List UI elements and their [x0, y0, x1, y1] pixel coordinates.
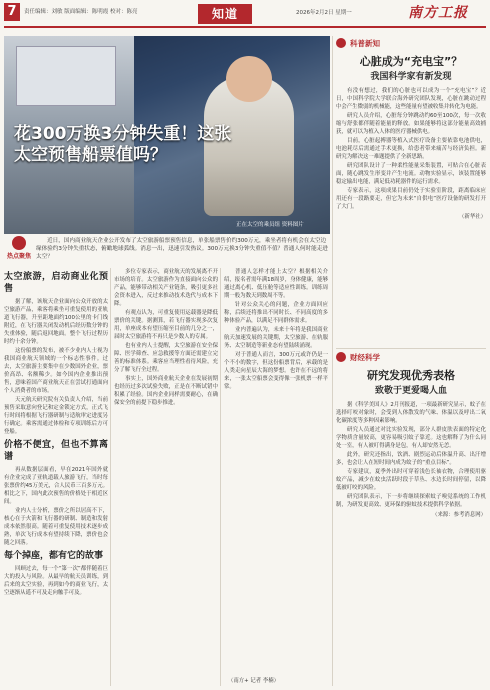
paragraph: 据《科学美国人》2月刊报道，一项最新研究显示，蚊子在选择叮咬对象时，会受到人体散发的气味、体温以及呼出二氧化碳浓度等多种因素影响。: [336, 402, 486, 424]
issue-date: 2026年2月2日 星期一: [296, 10, 352, 16]
sidebar-divider: [336, 348, 486, 349]
subheading: 每个掉座，都有它的故事: [4, 551, 104, 561]
paragraph: 此外，研究还指出，饮酒、剧烈运动后体温升高、出汗增多，也会让人在短时间内成为蚊子的“重点目标”。: [336, 452, 486, 466]
focus-label: 热点聚焦: [6, 253, 31, 260]
newspaper-logo: 南方工报: [408, 5, 468, 21]
sidebar-body: [336, 401, 486, 509]
sidebar-credit: （来源：参考消息网）: [432, 512, 486, 518]
subheading: 太空旅游，启动商业化预售: [4, 272, 108, 294]
page-number: 7: [4, 3, 20, 21]
hero-image: [4, 36, 330, 234]
paragraph: 有观点认为，可重复使用运载器是降低票价的关键。据测算，若飞行器实现多次复用，单座成本有望压缩至目前的几分之一，届时太空旅游将不再只是少数人的专属。: [114, 310, 218, 340]
sidebar-tag: [336, 350, 486, 364]
column-divider: [332, 36, 333, 686]
column-divider: [110, 268, 111, 686]
tag-dot-icon: [336, 352, 346, 362]
paragraph: 再从数据层面看，早在2021年国外就有企业完成了亚轨道载人旅游飞行，当时每张票价约45万美元，合人民币三百多万元。相比之下，国内此次预售的价格处于相近区间。: [4, 467, 108, 505]
tag-dot-icon: [336, 38, 346, 48]
paragraph: 研究团队表示，下一步将继续探索蚊子嗅觉系统的工作机制，为研发更高效、更环保的驱蚊技术提供科学依据。: [336, 494, 486, 508]
sidebar-subheadline: 致敬于更爱喝人血: [374, 386, 447, 396]
hero-headline: 花300万换3分钟失重！这张太空预售船票值吗？: [14, 124, 232, 165]
column-divider: [220, 268, 221, 686]
paragraph: 专家表示，这项成果目前仍处于实验室阶段，距离临床应用还有一段路要走，但它为未来“自供电”医疗设备的研发打开了大门。: [336, 188, 486, 210]
paragraph: 普通人怎样才能上太空？根据相关介绍，报名者需年满18周岁，身体健康，能够通过离心机、低压舱等适应性训练。训练周期一般为数天到数周不等。: [224, 269, 328, 299]
section-label: 知道: [198, 4, 252, 24]
paragraph: 事实上，国外商业航天企业在发展初期也经历过多次试验失败，正是在不断试错中积累了经验。国内企业同样需要耐心，在确保安全的前提下稳步推进。: [114, 376, 218, 406]
paragraph: 对于普通人而言，300万元或许仍是一个不小的数字，但这份船票背后，承载的是人类走向星辰大海的梦想。也许在不远的将来，一张太空船票会变得像一张机票一样平常。: [224, 352, 328, 390]
cabin-window: [16, 46, 116, 106]
header-rule: [4, 26, 486, 28]
page-header: [0, 0, 490, 40]
paragraph: 目前，心脏起搏器等植入式医疗设备主要依靠电池供电，电池耗尽后需通过手术更换，给患者带来痛苦与经济负担。新研究为解决这一难题提供了全新思路。: [336, 138, 486, 160]
paragraph: 回顾过去，每一个“第一次”都伴随着巨大的投入与风险。从最早的航天员训练，到后来的太空实验，再到如今的商业飞行，太空逐渐从遥不可及走向触手可及。: [4, 566, 108, 596]
astronaut-head: [226, 56, 272, 102]
sidebar-tag: [336, 36, 486, 50]
article-credit: （南方+ 记者 李楠）: [228, 678, 280, 684]
focus-badge: [6, 236, 32, 260]
sidebar-column: [336, 36, 486, 686]
sidebar-body: [336, 87, 486, 211]
paragraph: 研究人员介绍，心脏每分钟跳动约60至100次，每一次收缩与舒张都伴随着能量的释放。如果能够将这部分能量高效捕获，就可以为植入人体的医疗器械供电。: [336, 113, 486, 135]
article-column-3: [224, 268, 328, 686]
paragraph: 研究团队设计了一种柔性能量采集装置，可贴合在心脏表面，随心跳发生形变并产生电流。动物实验显示，该装置能够稳定输出电能，满足低功耗器件的运行需求。: [336, 163, 486, 185]
paragraph: 业内人士分析，票价之所以居高不下，核心在于火箭和飞行器的研制、制造和发射成本依然很高。随着可重复使用技术逐步成熟，单次飞行成本有望持续下降，票价也会随之回落。: [4, 508, 108, 546]
paragraph: 天元航天研究院有关负责人介绍，当前预售采取意向登记和定金锁定方式，正式飞行时间将根据飞行器研制与适航审定进度另行确定。乘客需通过体检和专项训练后方可登船。: [4, 397, 108, 435]
sidebar-subheadline: 我国科学家有新发现: [370, 72, 452, 82]
lead-paragraph: 近日，国内商业航天企业公开发布了太空旅游船票预售信息，单张船票售价约300万元，乘坐者将有机会在太空边缘体验约3分钟失重状态，俯瞰地球弧线。消息一出，迅速引发热议。300万元换3分钟失重值不值？普通人何时能走进太空？: [36, 238, 328, 261]
sidebar-headline: 心脏成为“充电宝”？: [359, 55, 463, 68]
paragraph: 这份船票的发布，被不少业内人士视为我国商业航天领域的一个标志性事件。过去，太空旅游主要集中在少数国外企业，票价高昂、名额稀少。如今国内企业推出预售，意味着国产商业航天正在尝试打通面向个人消费者的市场。: [4, 348, 108, 394]
paragraph: 多位专家表示，商业航天的发展离不开市场的培育。太空旅游作为直接面向公众的产品，能够带动相关产业链条，吸引更多社会资本进入，反过来推动技术迭代与成本下降。: [114, 269, 218, 307]
hero-caption: 正在太空的乘员组 资料图片: [236, 222, 304, 228]
sidebar-article-1: [336, 36, 486, 344]
sidebar-article-2: [336, 350, 486, 686]
paragraph: 业内普遍认为，未来十年将是我国商业航天加速发展的关键期，太空旅游、在轨服务、太空制造等新业态有望陆续涌现。: [224, 327, 328, 349]
paragraph: 据了解，该航天企业面向公众开放的太空旅游产品，乘客将乘坐可重复使用的亚轨道飞行器，升至距地面约100公里的卡门线附近，在飞行器关闭发动机后经历数分钟的失重体验，随后返回地面。整个飞行过程历时约十余分钟。: [4, 299, 108, 345]
editor-info: 责任编辑：刘敏 版面编辑：陈明霞 校对：陈亮: [24, 9, 138, 15]
sidebar-headline: 研究发现优秀表格: [367, 369, 455, 382]
paragraph: 有没有想过，我们的心脏也可以成为一个“充电宝”？近日，中国科学院大学联合海外研究团队发现，心脏在跳动过程中会产生微弱的机械能，这些能量有望被收集并转化为电能。: [336, 88, 486, 110]
paragraph: 专家建议，夏季外出时可穿着浅色长袖衣物，合理使用驱蚊产品，减少在蚊虫活跃时段于草丛、水边长时间停留，以降低被叮咬的风险。: [336, 469, 486, 491]
paragraph: 也有业内人士提醒，太空旅游在安全保障、医学筛查、应急救援等方面还需建立完善的标准体系。乘客应当理性看待风险，充分了解飞行全过程。: [114, 343, 218, 373]
article-column-2: [114, 268, 218, 686]
paragraph: 针对公众关心的问题，企业方面回应称，后续还将推出不同时长、不同高度的多种体验产品，以满足不同群体需求。: [224, 302, 328, 324]
focus-dot-icon: [12, 236, 26, 250]
subheading: 价格不便宜，但也不算离谱: [4, 440, 108, 462]
paragraph: 研究人员通过对比实验发现，部分人群皮肤表面的特定化学物质含量较高，更容易吸引蚊子靠近。这也解释了为什么同处一室，有人被叮得满身是包，有人却安然无恙。: [336, 427, 486, 449]
article-column-1: [4, 268, 108, 686]
sidebar-credit: （新华社）: [459, 214, 486, 220]
tag-label: 财经科学: [350, 352, 380, 362]
tag-label: 科普新知: [350, 38, 380, 48]
